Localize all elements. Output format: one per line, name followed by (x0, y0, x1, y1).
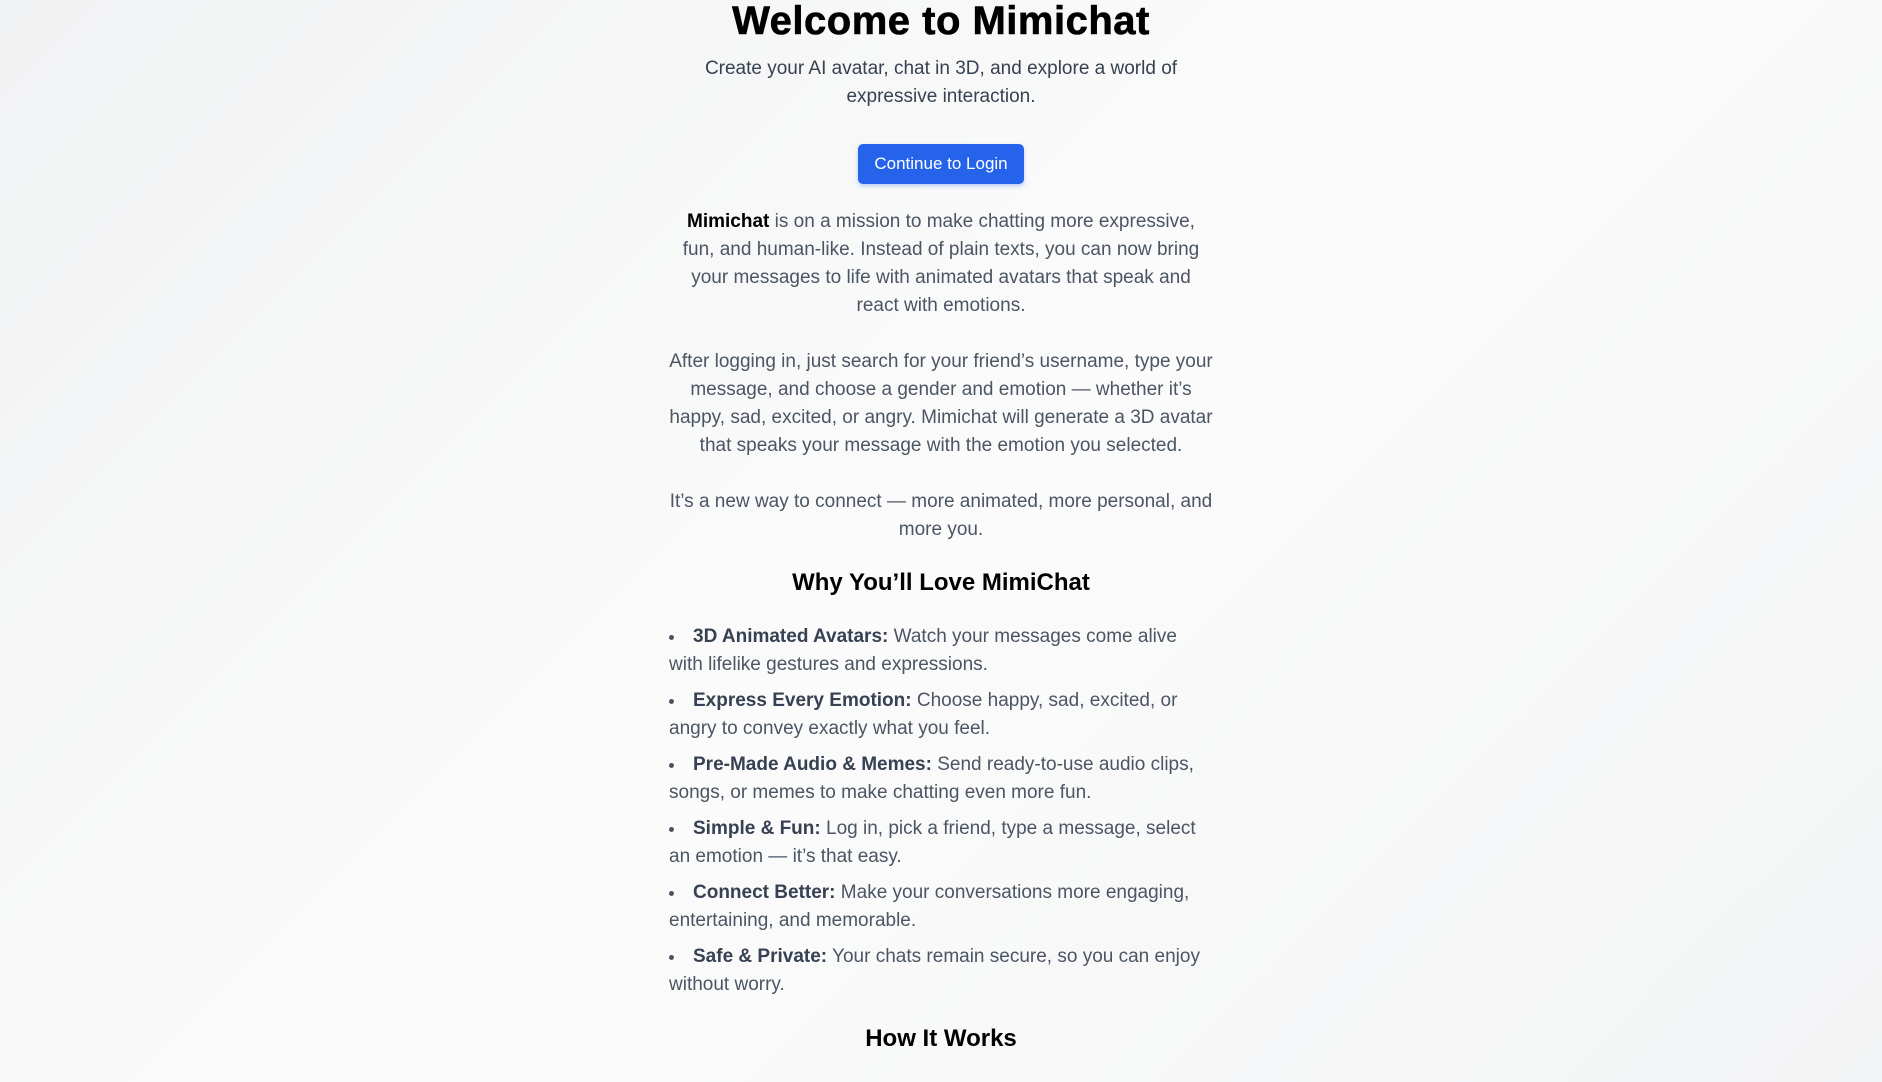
feature-item (669, 687, 1213, 743)
feature-title: Express Every Emotion: (693, 690, 912, 711)
how-heading: How It Works (865, 1025, 1017, 1052)
feature-item (669, 879, 1213, 935)
feature-list (669, 623, 1213, 1007)
hero-subtitle: Create your AI avatar, chat in 3D, and explore a world of expressive interaction. (704, 58, 1178, 107)
feature-title: Pre-Made Audio & Memes: (693, 754, 932, 775)
continue-to-login-button[interactable]: Continue to Login (858, 144, 1024, 184)
about-paragraph-3: It’s a new way to connect — more animated, more personal, and more you. (669, 491, 1213, 540)
feature-title: Simple & Fun: (693, 818, 821, 839)
page-title: Welcome to Mimichat (732, 0, 1150, 43)
feature-title: Safe & Private: (693, 946, 828, 967)
about-paragraph-2: After logging in, just search for your friend’s username, type your message, and choose a gender and emotion — whether it’s happy, sad, excited, or angry. Mimichat will generate a 3D avatar that speaks your message with the emotion you selected. (669, 351, 1213, 456)
feature-item (669, 623, 1213, 679)
feature-title: 3D Animated Avatars: (693, 626, 889, 647)
feature-text: Log in, pick a friend, type a message, select an emotion — it’s that easy. (669, 818, 1196, 867)
about-paragraph-1 (669, 208, 1213, 320)
feature-text: Choose happy, sad, excited, or angry to convey exactly what you feel. (669, 690, 1178, 739)
bullet-icon (669, 763, 674, 768)
bullet-icon (669, 891, 674, 896)
bullet-icon (669, 699, 674, 704)
bullet-icon (669, 827, 674, 832)
bullet-icon (669, 635, 674, 640)
why-heading: Why You’ll Love MimiChat (792, 569, 1090, 596)
feature-text: Make your conversations more engaging, entertaining, and memorable. (669, 882, 1190, 931)
feature-item (669, 815, 1213, 871)
feature-text: Your chats remain secure, so you can enjoy without worry. (669, 946, 1200, 995)
about-paragraph-1-text: is on a mission to make chatting more expressive, fun, and human-like. Instead of plain texts, you can now bring your messages to life with animated avatars that speak and react with emotions. (682, 211, 1200, 316)
feature-item (669, 751, 1213, 807)
feature-text: Send ready-to-use audio clips, songs, or memes to make chatting even more fun. (669, 754, 1194, 803)
brand-name: Mimichat (687, 211, 770, 232)
bullet-icon (669, 955, 674, 960)
feature-item (669, 943, 1213, 999)
feature-title: Connect Better: (693, 882, 836, 903)
feature-text: Watch your messages come alive with lifelike gestures and expressions. (669, 626, 1177, 675)
